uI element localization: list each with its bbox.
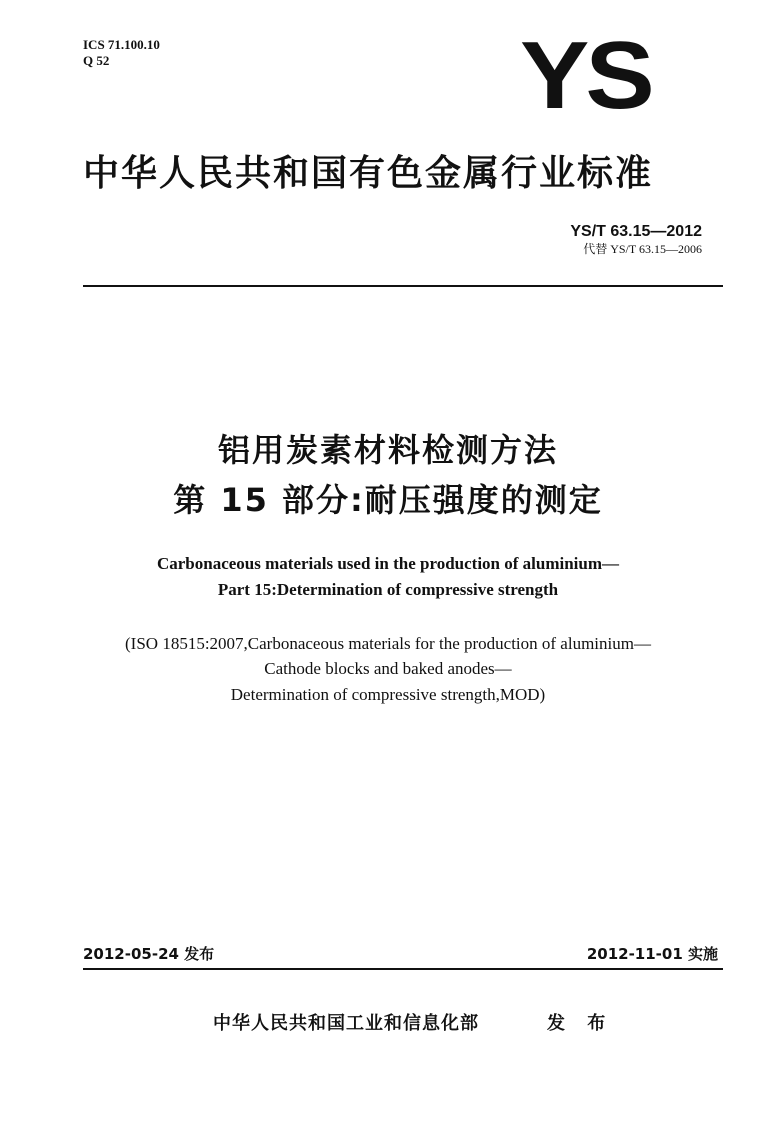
implementation-date: 2012-11-01 实施 bbox=[586, 945, 718, 963]
standard-number-block bbox=[570, 222, 702, 257]
ics-code: ICS 71.100.10 bbox=[83, 37, 160, 52]
standard-code: YS/T 63.15—2012 bbox=[570, 223, 702, 240]
publisher-name: 中华人民共和国工业和信息化部 bbox=[213, 1013, 479, 1034]
ys-logo: YS bbox=[520, 22, 651, 130]
iso-reference-line3: Determination of compressive strength,MOD) bbox=[230, 685, 546, 704]
top-divider bbox=[83, 285, 723, 287]
issue-date: 2012-05-24 发布 bbox=[83, 945, 215, 963]
title-zh-line2: 第 15 部分:耐压强度的测定 bbox=[173, 481, 603, 519]
ccs-code: Q 52 bbox=[83, 53, 110, 68]
title-zh-line1: 铝用炭素材料检测方法 bbox=[217, 431, 558, 469]
title-en-line2: Part 15:Determination of compressive strength bbox=[217, 580, 559, 599]
replaced-standard: 代替 YS/T 63.15—2006 bbox=[583, 242, 702, 256]
bottom-divider bbox=[83, 968, 723, 970]
iso-reference-line2: Cathode blocks and baked anodes— bbox=[264, 659, 512, 678]
title-en-line1: Carbonaceous materials used in the production of aluminium— bbox=[156, 554, 620, 573]
iso-reference-line1: (ISO 18515:2007,Carbonaceous materials for the production of aluminium— bbox=[125, 634, 651, 653]
publish-label: 发 布 bbox=[547, 1013, 614, 1034]
org-title: 中华人民共和国有色金属行业标准 bbox=[83, 153, 654, 194]
classification-codes bbox=[83, 37, 160, 69]
